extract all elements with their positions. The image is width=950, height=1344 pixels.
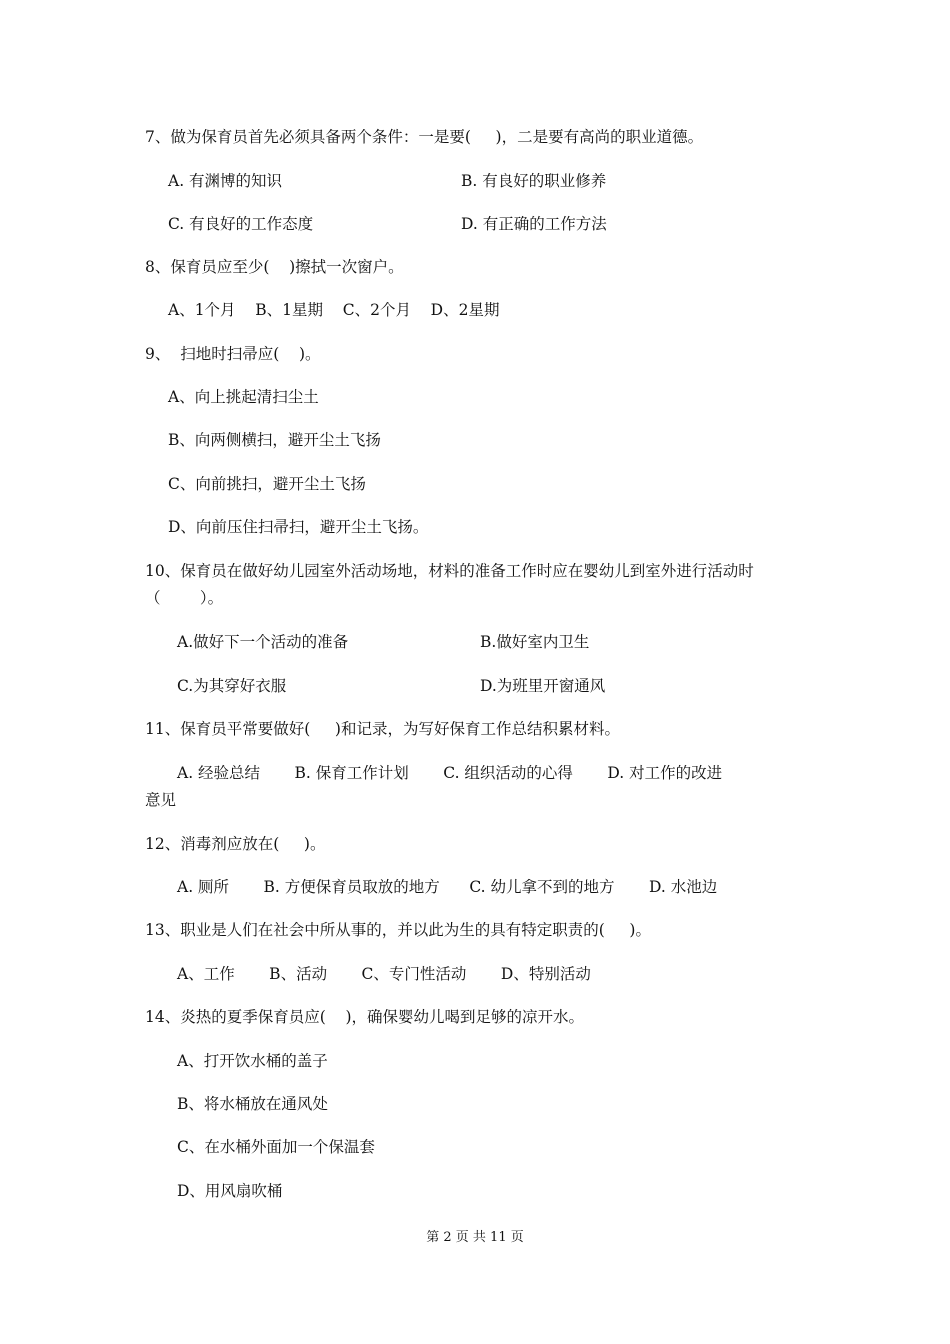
question-12-stem: 12、消毒剂应放在( )。 (145, 835, 326, 853)
question-8-stem: 8、保育员应至少( )擦拭一次窗户。 (145, 258, 404, 276)
question-12-options: A. 厕所 B. 方便保育员取放的地方 C. 幼儿拿不到的地方 D. 水池边 (177, 878, 718, 896)
question-14-option-b: B、将水桶放在通风处 (177, 1095, 328, 1113)
question-10-option-c: C.为其穿好衣服 (177, 677, 287, 695)
question-7-option-d: D. 有正确的工作方法 (461, 215, 607, 233)
question-13-options: A、工作 B、活动 C、专门性活动 D、特别活动 (177, 965, 591, 983)
question-14-option-a: A、打开饮水桶的盖子 (177, 1052, 328, 1070)
question-7-option-a: A. 有渊博的知识 (168, 172, 283, 190)
question-9-stem: 9、 扫地时扫帚应( )。 (145, 345, 321, 363)
question-14-option-c: C、在水桶外面加一个保温套 (177, 1138, 375, 1156)
question-10-option-b: B.做好室内卫生 (480, 633, 590, 651)
question-14-stem: 14、炎热的夏季保育员应( )，确保婴幼儿喝到足够的凉开水。 (145, 1008, 585, 1026)
question-9-option-d: D、向前压住扫帚扫，避开尘土飞扬。 (168, 518, 429, 536)
question-10-option-d: D.为班里开窗通风 (480, 677, 606, 695)
question-9-option-c: C、向前挑扫，避开尘土飞扬 (168, 475, 366, 493)
page-number-footer: 第 2 页 共 11 页 (426, 1230, 524, 1245)
question-7-option-c: C. 有良好的工作态度 (168, 215, 314, 233)
question-11-options-continued: 意见 (145, 791, 177, 809)
question-10-stem: 10、保育员在做好幼儿园室外活动场地，材料的准备工作时应在婴幼儿到室外进行活动时 (145, 562, 754, 580)
question-14-option-d: D、用风扇吹桶 (177, 1182, 283, 1200)
question-13-stem: 13、职业是人们在社会中所从事的，并以此为生的具有特定职责的( )。 (145, 921, 651, 939)
question-9-option-a: A、向上挑起清扫尘土 (168, 388, 319, 406)
question-10-stem-continued: （ ）。 (145, 589, 224, 607)
question-7-option-b: B. 有良好的职业修养 (461, 172, 607, 190)
question-11-options: A. 经验总结 B. 保育工作计划 C. 组织活动的心得 D. 对工作的改进 (177, 764, 723, 782)
question-10-option-a: A.做好下一个活动的准备 (177, 633, 349, 651)
question-8-options: A、1个月 B、1星期 C、2个月 D、2星期 (168, 301, 500, 319)
question-11-stem: 11、保育员平常要做好( )和记录，为写好保育工作总结积累材料。 (145, 720, 620, 738)
question-7-stem: 7、做为保育员首先必须具备两个条件：一是要( )，二是要有高尚的职业道德。 (145, 128, 704, 146)
question-9-option-b: B、向两侧横扫，避开尘土飞扬 (168, 431, 381, 449)
